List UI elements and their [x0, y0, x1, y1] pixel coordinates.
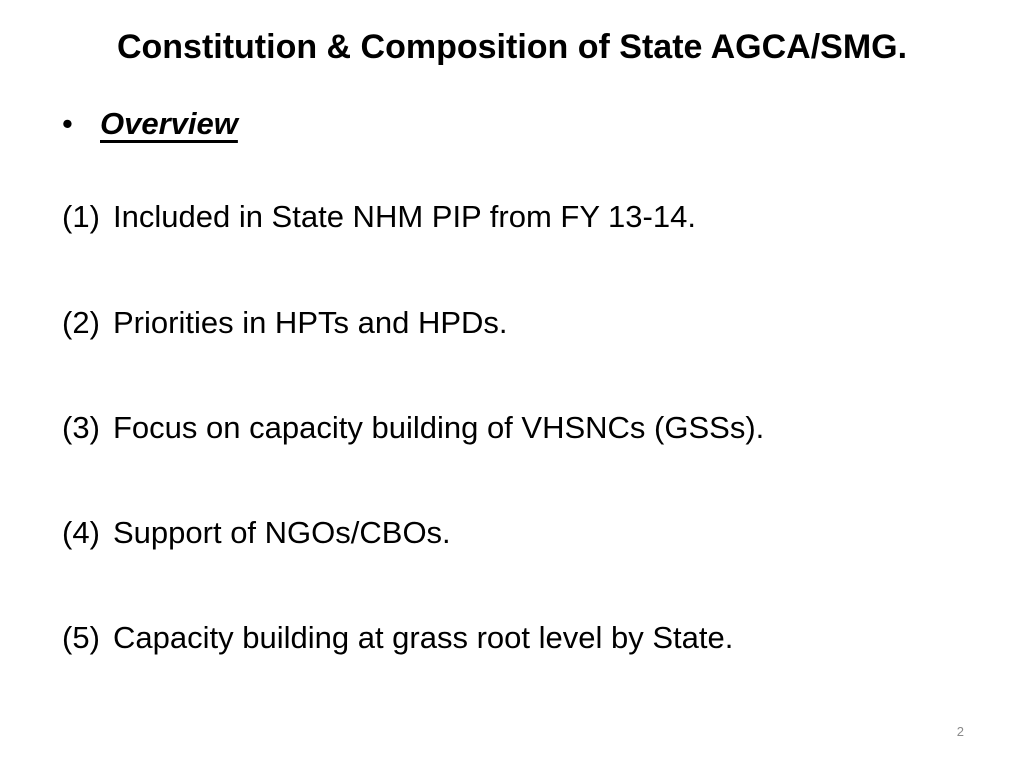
- item-text: Focus on capacity building of VHSNCs (GSSs).: [113, 410, 765, 445]
- list-item: [62, 614, 733, 662]
- list-item: [62, 299, 508, 347]
- list-item: [62, 404, 764, 452]
- page-number: 2: [956, 724, 964, 739]
- item-number: (3): [62, 410, 100, 445]
- item-number: (1): [62, 199, 100, 234]
- list-item: [62, 509, 451, 557]
- item-number: (4): [62, 515, 100, 550]
- section-heading: Overview: [100, 106, 238, 141]
- overview-bullet: [62, 100, 238, 148]
- item-number: (5): [62, 620, 100, 655]
- item-text: Included in State NHM PIP from FY 13-14.: [113, 199, 696, 234]
- item-number: (2): [62, 305, 100, 340]
- list-item: [62, 193, 696, 241]
- slide-title: Constitution & Composition of State AGCA/SMG.: [116, 28, 908, 66]
- item-text: Capacity building at grass root level by State.: [113, 620, 734, 655]
- item-text: Priorities in HPTs and HPDs.: [113, 305, 508, 340]
- bullet-dot-icon: •: [62, 106, 73, 141]
- item-text: Support of NGOs/CBOs.: [113, 515, 451, 550]
